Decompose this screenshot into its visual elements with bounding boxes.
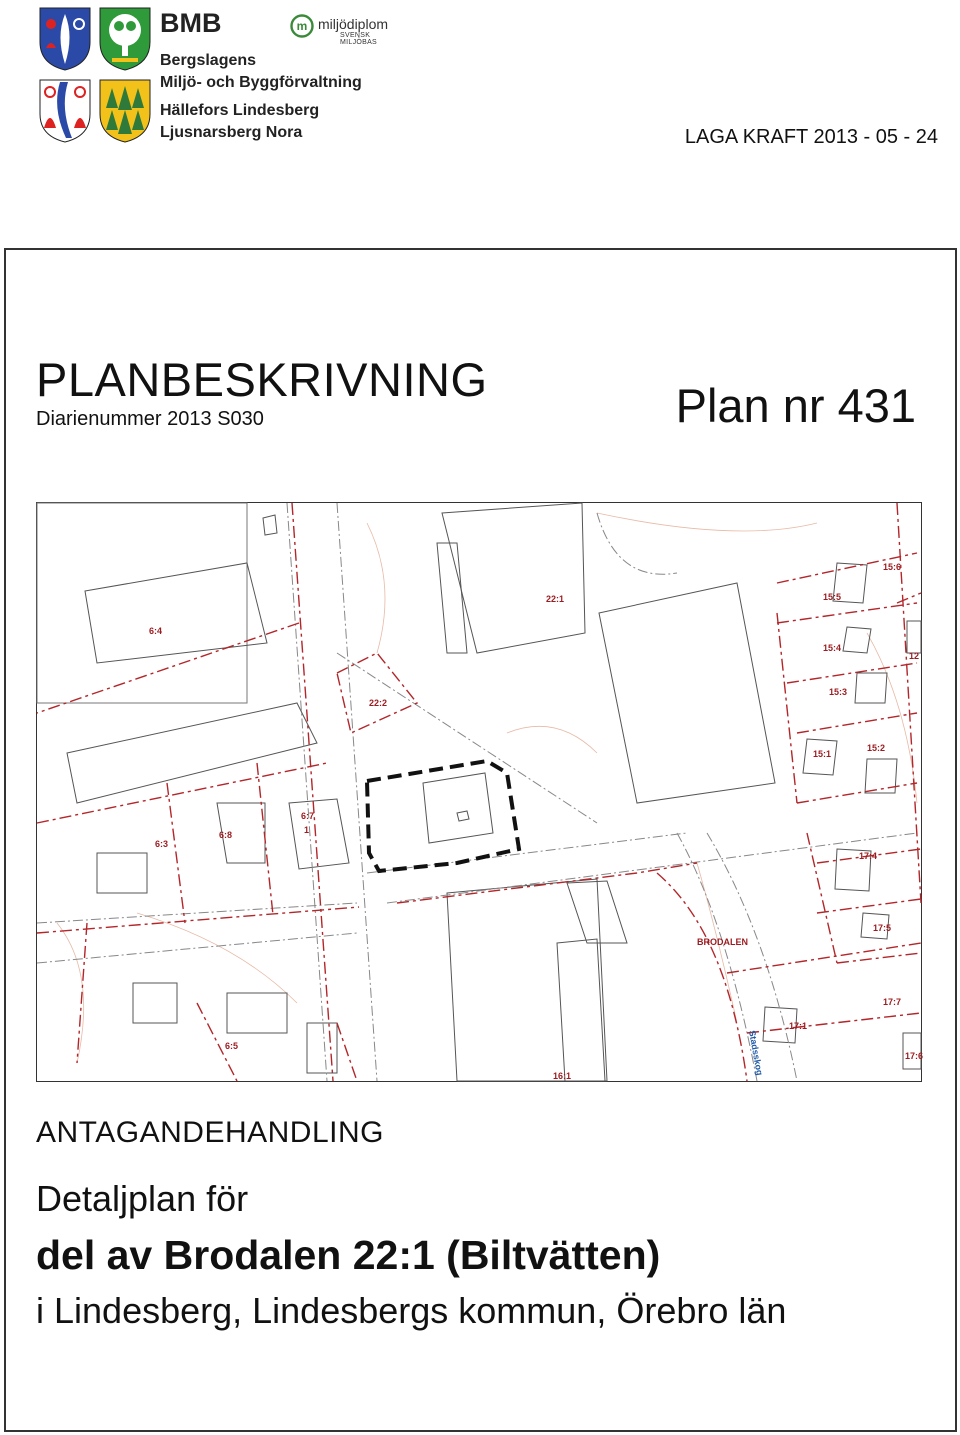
map-label: 15:2 [867,743,886,753]
miljodiplom-sub: SVENSK MILJÖBAS [340,32,378,46]
map-label: 22:2 [369,698,388,708]
map-label: 15:5 [823,592,842,602]
org-line-4: Ljusnarsberg Nora [160,124,303,141]
document-stage: ANTAGANDEHANDLING [36,1116,384,1149]
diarienummer: Diarienummer 2013 S030 [36,408,264,430]
org-abbreviation: BMB [160,8,222,38]
map-label: 6:4 [149,626,163,636]
map-label: 1 [304,825,310,835]
miljodiplom-label: miljödiplom [318,16,389,32]
map-label: 17:1 [789,1021,808,1031]
map-label: 6:3 [155,839,169,849]
map-label: 6:5 [225,1041,239,1051]
map-label: 16:1 [553,1071,572,1081]
org-line-2: Miljö- och Byggförvaltning [160,74,362,91]
road-lines [37,503,920,1081]
plan-area-boundary [367,761,519,871]
map-label: 17:6 [905,1051,924,1061]
map-label: 12 [909,651,920,661]
map-label: 17:5 [873,923,892,933]
plan-area-building [457,811,469,821]
property-boundaries [37,503,924,1081]
plan-location: i Lindesberg, Lindesbergs kommun, Örebro län [36,1290,787,1331]
coat-of-arms-ljusnarsberg-icon [38,78,92,144]
map-label: 15:4 [823,643,842,653]
map-label: 17:7 [883,997,902,1007]
map-label: 22:1 [546,594,565,604]
plan-map-drawing [37,503,924,1081]
map-label: 15:3 [829,687,848,697]
org-logo-block [38,6,398,148]
plan-name: del av Brodalen 22:1 (Biltvätten) [36,1232,661,1278]
plan-number: Plan nr 431 [675,379,916,432]
document-title: PLANBESKRIVNING [36,353,488,406]
coat-of-arms-nora-icon [98,78,152,144]
map-label: 6:8 [219,830,233,840]
coat-of-arms-hallefors-icon [38,6,92,72]
map-label: 15:6 [883,562,902,572]
map-label: 15:1 [813,749,832,759]
plan-map [36,502,922,1082]
buildings [37,503,924,1081]
map-label: BRODALEN [697,937,748,947]
map-label: 6:7 [301,811,315,821]
coat-of-arms-lindesberg-icon [98,6,152,72]
m-circle-icon [290,14,314,38]
map-label: 17:4 [859,851,878,861]
org-line-1: Bergslagens [160,52,257,69]
svg-text:m: m [296,19,308,33]
plan-type: Detaljplan för [36,1178,249,1219]
map-label-street: Stadsskog [747,1029,765,1077]
legal-status: LAGA KRAFT 2013 - 05 - 24 [684,126,938,148]
org-line-3: Hällefors Lindesberg [160,102,320,119]
